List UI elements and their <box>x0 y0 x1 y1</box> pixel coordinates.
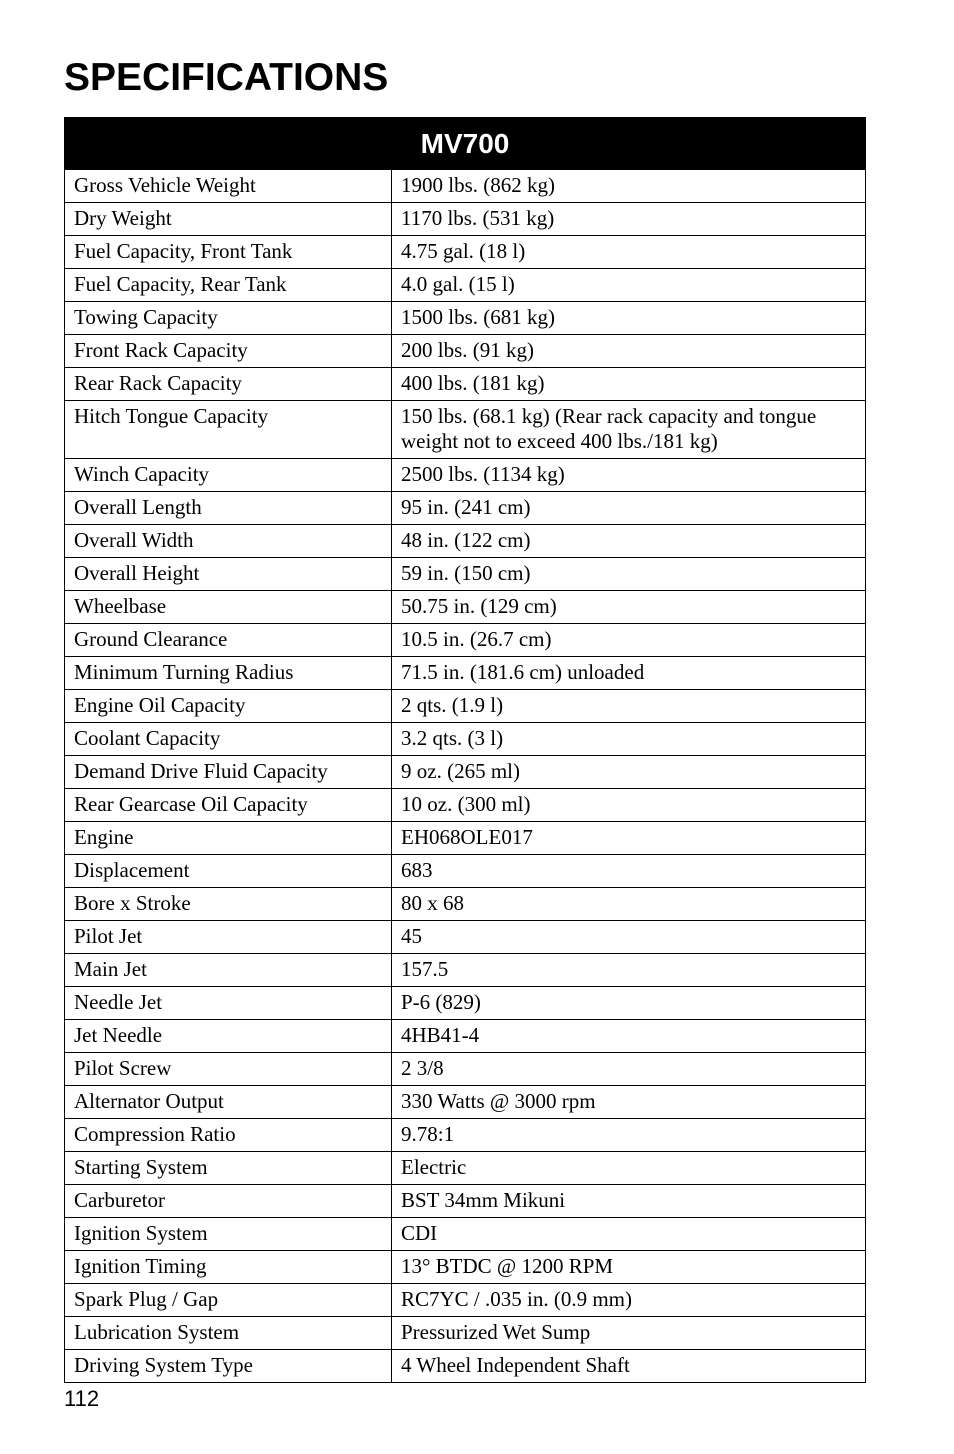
spec-value: 48 in. (122 cm) <box>392 525 866 558</box>
table-row <box>65 302 866 335</box>
spec-value: 9 oz. (265 ml) <box>392 756 866 789</box>
spec-value: 400 lbs. (181 kg) <box>392 368 866 401</box>
spec-label: Main Jet <box>65 954 392 987</box>
spec-label: Overall Height <box>65 558 392 591</box>
table-row <box>65 335 866 368</box>
table-row <box>65 1020 866 1053</box>
spec-label: Bore x Stroke <box>65 888 392 921</box>
table-row <box>65 921 866 954</box>
table-row <box>65 236 866 269</box>
spec-label: Hitch Tongue Capacity <box>65 401 392 459</box>
table-row <box>65 690 866 723</box>
spec-value: P-6 (829) <box>392 987 866 1020</box>
table-row <box>65 657 866 690</box>
spec-value: 59 in. (150 cm) <box>392 558 866 591</box>
table-row <box>65 1086 866 1119</box>
table-body <box>65 170 866 1383</box>
spec-value: BST 34mm Mikuni <box>392 1185 866 1218</box>
table-row <box>65 888 866 921</box>
spec-label: Front Rack Capacity <box>65 335 392 368</box>
spec-label: Engine <box>65 822 392 855</box>
table-row <box>65 954 866 987</box>
spec-value: CDI <box>392 1218 866 1251</box>
table-row <box>65 459 866 492</box>
spec-value: 683 <box>392 855 866 888</box>
spec-value: Pressurized Wet Sump <box>392 1317 866 1350</box>
spec-value: 2500 lbs. (1134 kg) <box>392 459 866 492</box>
spec-value: 95 in. (241 cm) <box>392 492 866 525</box>
table-row <box>65 269 866 302</box>
spec-value: 330 Watts @ 3000 rpm <box>392 1086 866 1119</box>
spec-label: Ignition Timing <box>65 1251 392 1284</box>
spec-value: 10.5 in. (26.7 cm) <box>392 624 866 657</box>
table-row <box>65 987 866 1020</box>
spec-value: RC7YC / .035 in. (0.9 mm) <box>392 1284 866 1317</box>
spec-value: 157.5 <box>392 954 866 987</box>
spec-label: Rear Gearcase Oil Capacity <box>65 789 392 822</box>
table-row <box>65 624 866 657</box>
table-row <box>65 1152 866 1185</box>
spec-label: Carburetor <box>65 1185 392 1218</box>
table-row <box>65 1284 866 1317</box>
table-row <box>65 368 866 401</box>
spec-value: 1900 lbs. (862 kg) <box>392 170 866 203</box>
spec-value: 2 qts. (1.9 l) <box>392 690 866 723</box>
spec-label: Lubrication System <box>65 1317 392 1350</box>
model-header: MV700 <box>65 118 866 170</box>
spec-value: 71.5 in. (181.6 cm) unloaded <box>392 657 866 690</box>
spec-label: Towing Capacity <box>65 302 392 335</box>
spec-value: 3.2 qts. (3 l) <box>392 723 866 756</box>
spec-label: Driving System Type <box>65 1350 392 1383</box>
spec-value: 200 lbs. (91 kg) <box>392 335 866 368</box>
table-row <box>65 789 866 822</box>
table-row <box>65 855 866 888</box>
table-row <box>65 1053 866 1086</box>
table-row <box>65 203 866 236</box>
spec-label: Ground Clearance <box>65 624 392 657</box>
table-row <box>65 756 866 789</box>
spec-value: 1170 lbs. (531 kg) <box>392 203 866 236</box>
spec-value: 4HB41-4 <box>392 1020 866 1053</box>
table-row <box>65 1251 866 1284</box>
spec-value: Electric <box>392 1152 866 1185</box>
spec-value: 10 oz. (300 ml) <box>392 789 866 822</box>
spec-value: 50.75 in. (129 cm) <box>392 591 866 624</box>
table-row <box>65 401 866 459</box>
spec-label: Coolant Capacity <box>65 723 392 756</box>
spec-label: Displacement <box>65 855 392 888</box>
spec-value: 4.0 gal. (15 l) <box>392 269 866 302</box>
spec-label: Fuel Capacity, Rear Tank <box>65 269 392 302</box>
spec-label: Pilot Jet <box>65 921 392 954</box>
table-row <box>65 723 866 756</box>
spec-label: Wheelbase <box>65 591 392 624</box>
table-row <box>65 1350 866 1383</box>
spec-label: Spark Plug / Gap <box>65 1284 392 1317</box>
spec-label: Jet Needle <box>65 1020 392 1053</box>
table-row <box>65 822 866 855</box>
spec-label: Ignition System <box>65 1218 392 1251</box>
spec-value: 4.75 gal. (18 l) <box>392 236 866 269</box>
page-number: 112 <box>64 1386 100 1411</box>
spec-value: 13° BTDC @ 1200 RPM <box>392 1251 866 1284</box>
spec-label: Compression Ratio <box>65 1119 392 1152</box>
table-row <box>65 1218 866 1251</box>
spec-label: Overall Width <box>65 525 392 558</box>
spec-value: EH068OLE017 <box>392 822 866 855</box>
spec-label: Minimum Turning Radius <box>65 657 392 690</box>
spec-label: Winch Capacity <box>65 459 392 492</box>
spec-value: 2 3/8 <box>392 1053 866 1086</box>
table-row <box>65 1185 866 1218</box>
spec-value: 45 <box>392 921 866 954</box>
page-title: SPECIFICATIONS <box>64 56 389 99</box>
spec-value: 1500 lbs. (681 kg) <box>392 302 866 335</box>
spec-label: Dry Weight <box>65 203 392 236</box>
table-row <box>65 525 866 558</box>
specifications-table <box>64 117 866 1383</box>
spec-label: Engine Oil Capacity <box>65 690 392 723</box>
spec-label: Fuel Capacity, Front Tank <box>65 236 392 269</box>
spec-value: 4 Wheel Independent Shaft <box>392 1350 866 1383</box>
spec-label: Overall Length <box>65 492 392 525</box>
spec-label: Rear Rack Capacity <box>65 368 392 401</box>
spec-value: 9.78:1 <box>392 1119 866 1152</box>
table-row <box>65 1119 866 1152</box>
spec-label: Demand Drive Fluid Capacity <box>65 756 392 789</box>
spec-label: Alternator Output <box>65 1086 392 1119</box>
table-row <box>65 170 866 203</box>
spec-label: Needle Jet <box>65 987 392 1020</box>
spec-label: Starting System <box>65 1152 392 1185</box>
table-row <box>65 591 866 624</box>
table-header-row <box>65 118 866 170</box>
spec-label: Gross Vehicle Weight <box>65 170 392 203</box>
spec-value: 80 x 68 <box>392 888 866 921</box>
spec-value: 150 lbs. (68.1 kg) (Rear rack capacity and tongue weight not to exceed 400 lbs./181 kg) <box>392 401 866 459</box>
spec-label: Pilot Screw <box>65 1053 392 1086</box>
table-row <box>65 492 866 525</box>
table-row <box>65 558 866 591</box>
table-row <box>65 1317 866 1350</box>
